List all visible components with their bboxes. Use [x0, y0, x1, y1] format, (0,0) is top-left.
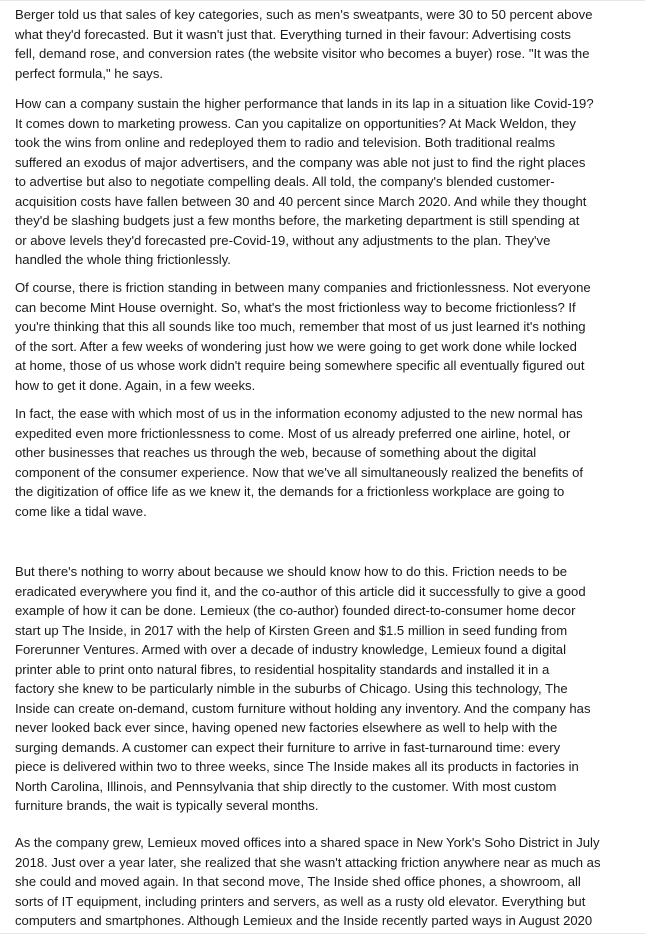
text-line: expedited even more frictionlessness to come. Most of us already preferred one airline, hotel, or	[15, 425, 571, 441]
paragraph-office-move	[15, 833, 630, 931]
text-line: she could and moved again. In that second move, The Inside shed office phones, a showroom, all	[15, 874, 581, 889]
text-line: component of the consumer experience. Now that we've all simultaneously realized the benefits of	[15, 464, 584, 480]
text-line: computers and smartphones. Although Lemieux and the Inside recently parted ways in August 2020	[15, 913, 593, 928]
paragraph-the-inside-story	[15, 562, 630, 816]
text-line: perfect formula," he says.	[15, 65, 164, 81]
text-line: factory she knew to be particularly nimble in the suburbs of Chicago. Using this technology, The	[15, 681, 568, 696]
text-line: eradicated everywhere you find it, and the co-author of this article did it successfully to give a good	[15, 583, 586, 599]
text-line: they'd be slashing budgets just a few months before, the marketing department is still spending at	[15, 213, 580, 228]
text-line: what they'd forecasted. But it wasn't just that. Everything turned in their favour: Advertising costs	[15, 26, 571, 42]
text-line: come like a tidal wave.	[15, 503, 147, 519]
text-line: the digitization of office life as we knew it, the demands for a frictionless workplace are going to	[15, 484, 565, 499]
paragraph-sales-forecast	[15, 5, 630, 83]
bottom-edge-divider	[0, 933, 645, 934]
text-line: North Carolina, Illinois, and Pennsylvania that ship directly to the customer. With most custom	[15, 778, 557, 794]
text-line: of the sort. After a few weeks of wondering just how we were going to get work done while locked	[15, 338, 577, 354]
text-line: How can a company sustain the higher performance that lands in its lap in a situation like Covid-19?	[15, 96, 594, 111]
text-line: other businesses that reaches us through the web, because of something about the digital	[15, 445, 537, 460]
top-edge-divider	[0, 0, 645, 1]
text-line: printer able to print onto natural fibres, to residential hospitality standards and installed it in a	[15, 661, 550, 677]
text-line: surging demands. A customer can expect their furniture to arrive in fast-turnaround time: every	[15, 739, 561, 755]
text-line: piece is delivered within two to three weeks, since The Inside makes all its products in factories in	[15, 759, 579, 774]
text-line: never looked back ever since, having opened new factories elsewhere as well to help with the	[15, 720, 558, 735]
text-line: Inside can create on-demand, custom furniture without holding any inventory. And the company has	[15, 700, 591, 716]
text-line: handled the whole thing frictionlessly.	[15, 252, 231, 267]
text-line: suffered an exodus of major advertisers, and the company was able not just to find the right places	[15, 154, 586, 170]
text-line: took the wins from online and redeployed them to radio and television. Both traditional realms	[15, 135, 556, 150]
paragraph-frictionless-way	[15, 278, 630, 395]
text-line: 2018. Just over a year later, she realized that she wasn't attacking friction anywhere near as much as	[15, 854, 601, 870]
text-line: Berger told us that sales of key categories, such as men's sweatpants, were 30 to 50 percent above	[15, 7, 593, 22]
text-line: can become Mint House overnight. So, what's the most frictionless way to become frictionless? If	[15, 299, 576, 315]
text-line: In fact, the ease with which most of us in the information economy adjusted to the new normal has	[15, 406, 583, 421]
text-line: As the company grew, Lemieux moved offices into a shared space in New York's Soho District in July	[15, 835, 600, 850]
text-line: Of course, there is friction standing in between many companies and frictionlessness. Not everyone	[15, 280, 591, 295]
text-line: fell, demand rose, and conversion rates (the website visitor who becomes a buyer) rose. "It was the	[15, 46, 590, 61]
text-line: or above levels they'd forecasted pre-Covid-19, without any adjustments to the plan. They've	[15, 232, 551, 248]
text-line: It comes down to marketing prowess. Can you capitalize on opportunities? At Mack Weldon, they	[15, 115, 576, 131]
text-line: But there's nothing to worry about because we should know how to do this. Friction needs to be	[15, 564, 568, 579]
text-line: how to get it done. Again, in a few weeks.	[15, 377, 256, 393]
text-line: to advertise but also to negotiate compelling deals. All told, the company's blended customer-	[15, 174, 555, 189]
text-line: start up The Inside, in 2017 with the help of Kirsten Green and $1.5 million in seed funding from	[15, 622, 568, 638]
text-line: example of how it can be done. Lemieux (the co-author) founded direct-to-consumer home decor	[15, 603, 576, 618]
text-line: you're thinking that this all sounds like too much, remember that most of us just learned it's nothing	[15, 319, 586, 334]
text-line: Forerunner Ventures. Armed with over a decade of industry knowledge, Lemieux found a digital	[15, 642, 566, 657]
paragraph-information-economy	[15, 404, 630, 521]
text-line: acquisition costs have fallen between 30 and 40 percent since March 2020. And while they thought	[15, 193, 587, 209]
text-line: at home, those of us whose work didn't require being somewhere specific all eventually figured out	[15, 358, 585, 373]
paragraph-marketing-prowess	[15, 94, 630, 270]
text-line: furniture brands, the wait is typically several months.	[15, 798, 319, 813]
text-line: sorts of IT equipment, including printers and servers, as well as a rusty old elevator. Everything but	[15, 893, 586, 909]
